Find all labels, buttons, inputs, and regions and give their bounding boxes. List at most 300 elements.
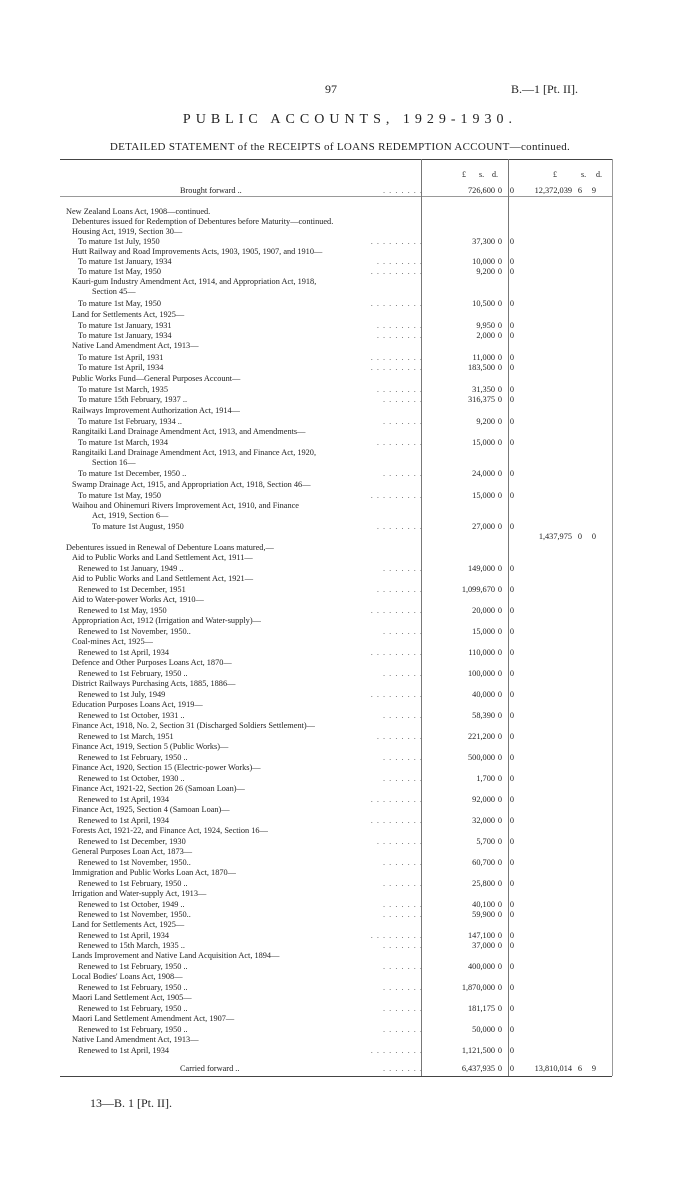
row-label: Renewed to 1st April, 1934 bbox=[78, 1046, 170, 1055]
row-label: Renewed to 1st April, 1934 bbox=[78, 931, 170, 940]
row-label: Irrigation and Water-supply Act, 1913— bbox=[72, 889, 207, 898]
row-label: Land for Settlements Act, 1925— bbox=[72, 920, 185, 929]
amount-shillings: 0 bbox=[497, 385, 503, 394]
leader-dots: . . . . . . . . bbox=[376, 385, 423, 394]
amount-pence: 0 bbox=[509, 237, 515, 246]
amount-shillings: 0 bbox=[497, 1025, 503, 1034]
amount-pounds: 221,200 bbox=[468, 732, 495, 741]
amount-shillings: 0 bbox=[497, 321, 503, 330]
amount-shillings: 0 bbox=[497, 837, 503, 846]
amount-pounds: 32,000 bbox=[472, 816, 495, 825]
amount-pence: 0 bbox=[509, 491, 515, 500]
col2-pence-header: d. bbox=[596, 170, 602, 179]
amount-shillings: 0 bbox=[497, 353, 503, 362]
row-label: To mature 1st January, 1934 bbox=[78, 331, 172, 340]
row-label: To mature 1st April, 1934 bbox=[78, 363, 164, 372]
amount-pounds: 1,870,000 bbox=[461, 983, 495, 992]
total-pounds: 12,372,039 bbox=[534, 186, 572, 195]
amount-pence: 0 bbox=[509, 837, 515, 846]
amount-pounds: 1,700 bbox=[476, 774, 495, 783]
leader-dots: . . . . . . . . bbox=[376, 321, 423, 330]
amount-pence: 0 bbox=[509, 900, 515, 909]
table-row bbox=[60, 286, 600, 297]
leader-dots: . . . . . . . . . bbox=[370, 606, 423, 615]
leader-dots: . . . . . . . . . bbox=[370, 648, 423, 657]
amount-pence: 0 bbox=[509, 795, 515, 804]
amount-pounds: 37,000 bbox=[472, 941, 495, 950]
row-label: Forests Act, 1921-22, and Finance Act, 1924, Section 16— bbox=[72, 826, 268, 835]
leader-dots: . . . . . . . bbox=[383, 417, 423, 426]
row-label: Renewed to 1st January, 1949 .. bbox=[78, 564, 184, 573]
row-label: To mature 1st July, 1950 bbox=[78, 237, 160, 246]
leader-dots: . . . . . . . . . bbox=[370, 299, 423, 308]
leader-dots: . . . . . . . . bbox=[376, 522, 423, 531]
leader-dots: . . . . . . . bbox=[383, 1064, 423, 1073]
amount-pounds: 37,300 bbox=[472, 237, 495, 246]
table-header-rule bbox=[60, 196, 612, 197]
amount-shillings: 0 bbox=[497, 648, 503, 657]
amount-shillings: 0 bbox=[497, 941, 503, 950]
leader-dots: . . . . . . . . bbox=[376, 837, 423, 846]
row-label: Appropriation Act, 1912 (Irrigation and Water-supply)— bbox=[72, 616, 261, 625]
table-top-rule bbox=[60, 159, 612, 160]
row-label: Finance Act, 1921-22, Section 26 (Samoan Loan)— bbox=[72, 784, 245, 793]
row-label: Renewed to 1st February, 1950 .. bbox=[78, 753, 188, 762]
amount-pounds: 6,437,935 bbox=[461, 1064, 495, 1073]
document-reference: B.—1 [Pt. II]. bbox=[511, 82, 578, 96]
row-label: Public Works Fund—General Purposes Account— bbox=[72, 374, 241, 383]
page-number: 97 bbox=[325, 82, 337, 96]
row-label: Finance Act, 1919, Section 5 (Public Works)— bbox=[72, 742, 229, 751]
row-label: Coal-mines Act, 1925— bbox=[72, 637, 153, 646]
table-row bbox=[60, 531, 600, 542]
row-label: Renewed to 1st December, 1951 bbox=[78, 585, 186, 594]
amount-pounds: 92,000 bbox=[472, 795, 495, 804]
row-label: Finance Act, 1920, Section 15 (Electric-power Works)— bbox=[72, 763, 261, 772]
amount-pounds: 58,390 bbox=[472, 711, 495, 720]
leader-dots: . . . . . . . . . bbox=[370, 1046, 423, 1055]
total-shillings: 6 bbox=[577, 186, 583, 195]
amount-pence: 0 bbox=[509, 983, 515, 992]
row-label: To mature 1st August, 1950 bbox=[92, 522, 184, 531]
amount-pence: 0 bbox=[509, 606, 515, 615]
amount-pence: 0 bbox=[509, 753, 515, 762]
amount-shillings: 0 bbox=[497, 564, 503, 573]
col1-pence-header: d. bbox=[492, 170, 498, 179]
table-row bbox=[60, 699, 600, 710]
amount-pence: 0 bbox=[509, 321, 515, 330]
amount-pounds: 400,000 bbox=[468, 962, 495, 971]
total-pence: 0 bbox=[591, 532, 597, 541]
row-label: To mature 1st January, 1934 bbox=[78, 257, 172, 266]
table-row bbox=[60, 992, 600, 1003]
amount-pence: 0 bbox=[509, 1025, 515, 1034]
table-row bbox=[60, 846, 600, 857]
amount-pounds: 147,100 bbox=[468, 931, 495, 940]
table-row bbox=[60, 479, 600, 490]
leader-dots: . . . . . . . bbox=[383, 879, 423, 888]
statement-subtitle: DETAILED STATEMENT of the RECEIPTS of LOANS REDEMPTION ACCOUNT—continued. bbox=[109, 141, 571, 153]
row-label: Kauri-gum Industry Amendment Act, 1914, and Appropriation Act, 1918, bbox=[72, 277, 317, 286]
row-label: To mature 1st April, 1931 bbox=[78, 353, 164, 362]
row-label: To mature 1st February, 1934 .. bbox=[78, 417, 182, 426]
amount-shillings: 0 bbox=[497, 627, 503, 636]
col2-shillings-header: s. bbox=[581, 170, 587, 179]
row-label: Maori Land Settlement Amendment Act, 1907— bbox=[72, 1014, 235, 1023]
row-label: Renewed to 1st November, 1950.. bbox=[78, 910, 191, 919]
leader-dots: . . . . . . . . . bbox=[370, 816, 423, 825]
amount-pounds: 1,121,500 bbox=[461, 1046, 495, 1055]
amount-pounds: 27,000 bbox=[472, 522, 495, 531]
table-row bbox=[60, 741, 600, 752]
amount-pounds: 316,375 bbox=[468, 395, 495, 404]
row-label: District Railways Purchasing Acts, 1885, 1886— bbox=[72, 679, 236, 688]
row-label: Renewed to 1st February, 1950 .. bbox=[78, 669, 188, 678]
amount-pence: 0 bbox=[509, 858, 515, 867]
amount-pounds: 2,000 bbox=[476, 331, 495, 340]
leader-dots: . . . . . . . bbox=[383, 774, 423, 783]
amount-pence: 0 bbox=[509, 469, 515, 478]
amount-pounds: 149,000 bbox=[468, 564, 495, 573]
leader-dots: . . . . . . . bbox=[383, 469, 423, 478]
amount-pounds: 40,100 bbox=[472, 900, 495, 909]
leader-dots: . . . . . . . . bbox=[376, 585, 423, 594]
leader-dots: . . . . . . . . bbox=[376, 732, 423, 741]
row-label: Maori Land Settlement Act, 1905— bbox=[72, 993, 192, 1002]
amount-shillings: 0 bbox=[497, 669, 503, 678]
row-label: To mature 1st March, 1935 bbox=[78, 385, 168, 394]
table-row bbox=[60, 678, 600, 689]
row-label: Renewed to 1st February, 1950 .. bbox=[78, 879, 188, 888]
amount-shillings: 0 bbox=[497, 816, 503, 825]
leader-dots: . . . . . . . bbox=[383, 1004, 423, 1013]
table-row bbox=[60, 720, 600, 731]
amount-shillings: 0 bbox=[497, 900, 503, 909]
table-row bbox=[60, 950, 600, 961]
amount-pence: 0 bbox=[509, 732, 515, 741]
row-label: Swamp Drainage Act, 1915, and Appropriation Act, 1918, Section 46— bbox=[72, 480, 311, 489]
total-pounds: 13,810,014 bbox=[534, 1064, 572, 1073]
amount-pence: 0 bbox=[509, 522, 515, 531]
amount-pounds: 11,000 bbox=[472, 353, 495, 362]
amount-pounds: 15,000 bbox=[472, 491, 495, 500]
amount-pounds: 10,500 bbox=[472, 299, 495, 308]
total-pence: 9 bbox=[591, 186, 597, 195]
amount-pounds: 24,000 bbox=[472, 469, 495, 478]
leader-dots: . . . . . . . bbox=[383, 627, 423, 636]
amount-shillings: 0 bbox=[497, 1064, 503, 1073]
amount-pence: 0 bbox=[509, 186, 515, 195]
amount-pence: 0 bbox=[509, 931, 515, 940]
table-row bbox=[60, 1034, 600, 1045]
amount-shillings: 0 bbox=[497, 931, 503, 940]
amount-pence: 0 bbox=[509, 363, 515, 372]
amount-shillings: 0 bbox=[497, 962, 503, 971]
amount-shillings: 0 bbox=[497, 469, 503, 478]
leader-dots: . . . . . . . bbox=[383, 1025, 423, 1034]
amount-pounds: 20,000 bbox=[472, 606, 495, 615]
table-row bbox=[60, 552, 600, 563]
amount-pounds: 110,000 bbox=[468, 648, 495, 657]
amount-pence: 0 bbox=[509, 299, 515, 308]
leader-dots: . . . . . . . . bbox=[376, 257, 423, 266]
amount-pounds: 60,700 bbox=[472, 858, 495, 867]
row-label: Renewed to 1st July, 1949 bbox=[78, 690, 166, 699]
amount-shillings: 0 bbox=[497, 606, 503, 615]
table-row bbox=[60, 457, 600, 468]
amount-pence: 0 bbox=[509, 690, 515, 699]
amount-shillings: 0 bbox=[497, 438, 503, 447]
table-row bbox=[60, 510, 600, 521]
row-label: Lands Improvement and Native Land Acquisition Act, 1894— bbox=[72, 951, 280, 960]
page-title: PUBLIC ACCOUNTS, 1929-1930. bbox=[182, 112, 518, 127]
leader-dots: . . . . . . . bbox=[383, 983, 423, 992]
amount-shillings: 0 bbox=[497, 257, 503, 266]
row-label: Finance Act, 1918, No. 2, Section 31 (Discharged Soldiers Settlement)— bbox=[72, 721, 315, 730]
amount-shillings: 0 bbox=[497, 774, 503, 783]
row-label: Renewed to 1st October, 1930 .. bbox=[78, 774, 185, 783]
amount-pence: 0 bbox=[509, 962, 515, 971]
amount-pounds: 50,000 bbox=[472, 1025, 495, 1034]
row-label: Debentures issued in Renewal of Debenture Loans matured,— bbox=[66, 543, 274, 552]
leader-dots: . . . . . . . . . bbox=[370, 353, 423, 362]
total-shillings: 0 bbox=[577, 532, 583, 541]
amount-shillings: 0 bbox=[497, 186, 503, 195]
amount-pounds: 59,900 bbox=[472, 910, 495, 919]
leader-dots: . . . . . . . . . bbox=[370, 491, 423, 500]
table-row bbox=[60, 373, 600, 384]
amount-shillings: 0 bbox=[497, 711, 503, 720]
amount-pence: 0 bbox=[509, 711, 515, 720]
amount-pence: 0 bbox=[509, 879, 515, 888]
table-row bbox=[60, 468, 600, 479]
amount-shillings: 0 bbox=[497, 910, 503, 919]
total-pounds: 1,437,975 bbox=[538, 532, 572, 541]
leader-dots: . . . . . . . bbox=[383, 753, 423, 762]
amount-shillings: 0 bbox=[497, 585, 503, 594]
row-label: To mature 1st March, 1934 bbox=[78, 438, 168, 447]
row-label: Brought forward .. bbox=[180, 186, 242, 195]
table-row bbox=[60, 1013, 600, 1024]
row-label: To mature 1st May, 1950 bbox=[78, 299, 161, 308]
row-label: Rangitaiki Land Drainage Amendment Act, 1913, and Finance Act, 1920, bbox=[72, 448, 317, 457]
row-label: Debentures issued for Redemption of Debentures before Maturity—continued. bbox=[72, 217, 334, 226]
amount-shillings: 0 bbox=[497, 363, 503, 372]
table-row bbox=[60, 762, 600, 773]
row-label: Renewed to 15th March, 1935 .. bbox=[78, 941, 185, 950]
amount-shillings: 0 bbox=[497, 267, 503, 276]
row-label: Renewed to 1st February, 1950 .. bbox=[78, 983, 188, 992]
amount-shillings: 0 bbox=[497, 1004, 503, 1013]
amount-pounds: 25,800 bbox=[472, 879, 495, 888]
amount-pounds: 15,000 bbox=[472, 627, 495, 636]
amount-shillings: 0 bbox=[497, 237, 503, 246]
row-label: Renewed to 1st May, 1950 bbox=[78, 606, 167, 615]
table-row bbox=[60, 971, 600, 982]
amount-pounds: 15,000 bbox=[472, 438, 495, 447]
amount-pounds: 181,175 bbox=[468, 1004, 495, 1013]
amount-pounds: 500,000 bbox=[468, 753, 495, 762]
table-row bbox=[60, 405, 600, 416]
amount-pence: 0 bbox=[509, 438, 515, 447]
table-row bbox=[60, 783, 600, 794]
row-label: Native Land Amendment Act, 1913— bbox=[72, 341, 199, 350]
amount-shillings: 0 bbox=[497, 331, 503, 340]
amount-pence: 0 bbox=[509, 910, 515, 919]
leader-dots: . . . . . . . . . bbox=[370, 931, 423, 940]
table-right-border bbox=[612, 159, 613, 1076]
row-label: Defence and Other Purposes Loans Act, 1870— bbox=[72, 658, 232, 667]
amount-pounds: 31,350 bbox=[472, 385, 495, 394]
leader-dots: . . . . . . . bbox=[383, 941, 423, 950]
table-row bbox=[60, 394, 600, 405]
table-row bbox=[60, 426, 600, 437]
row-label: To mature 1st December, 1950 .. bbox=[78, 469, 187, 478]
table-row bbox=[60, 919, 600, 930]
leader-dots: . . . . . . . bbox=[383, 910, 423, 919]
row-label: General Purposes Loan Act, 1873— bbox=[72, 847, 193, 856]
table-row bbox=[60, 615, 600, 626]
row-label: Renewed to 1st November, 1950.. bbox=[78, 627, 191, 636]
row-label: Land for Settlements Act, 1925— bbox=[72, 310, 185, 319]
row-label: To mature 1st May, 1950 bbox=[78, 267, 161, 276]
table-row bbox=[60, 340, 600, 351]
leader-dots: . . . . . . . bbox=[383, 564, 423, 573]
amount-pounds: 9,200 bbox=[476, 417, 495, 426]
table-row bbox=[60, 594, 600, 605]
row-label: Section 16— bbox=[92, 458, 136, 467]
amount-pence: 0 bbox=[509, 353, 515, 362]
leader-dots: . . . . . . . . . bbox=[370, 690, 423, 699]
amount-pence: 0 bbox=[509, 257, 515, 266]
row-label: Aid to Public Works and Land Settlement Act, 1921— bbox=[72, 574, 253, 583]
leader-dots: . . . . . . . . . bbox=[370, 363, 423, 372]
amount-pence: 0 bbox=[509, 1064, 515, 1073]
leader-dots: . . . . . . . bbox=[383, 186, 423, 195]
table-row bbox=[60, 825, 600, 836]
leader-dots: . . . . . . . bbox=[383, 395, 423, 404]
amount-pounds: 183,500 bbox=[468, 363, 495, 372]
table-row bbox=[60, 362, 600, 373]
leader-dots: . . . . . . . bbox=[383, 962, 423, 971]
amount-pence: 0 bbox=[509, 331, 515, 340]
table-row bbox=[60, 657, 600, 668]
row-label: Carried forward .. bbox=[180, 1064, 240, 1073]
row-label: Renewed to 1st April, 1934 bbox=[78, 816, 170, 825]
row-label: Immigration and Public Works Loan Act, 1870— bbox=[72, 868, 236, 877]
row-label: Renewed to 1st February, 1950 .. bbox=[78, 1004, 188, 1013]
amount-pounds: 10,000 bbox=[472, 257, 495, 266]
row-label: Housing Act, 1919, Section 30— bbox=[72, 227, 183, 236]
table-row bbox=[60, 298, 600, 309]
row-label: Education Purposes Loans Act, 1919— bbox=[72, 700, 203, 709]
amount-shillings: 0 bbox=[497, 879, 503, 888]
amount-shillings: 0 bbox=[497, 522, 503, 531]
leader-dots: . . . . . . . . bbox=[376, 331, 423, 340]
row-label: Renewed to 1st March, 1951 bbox=[78, 732, 174, 741]
amount-pounds: 9,950 bbox=[476, 321, 495, 330]
amount-shillings: 0 bbox=[497, 858, 503, 867]
row-label: Aid to Water-power Works Act, 1910— bbox=[72, 595, 204, 604]
col1-shillings-header: s. bbox=[479, 170, 485, 179]
amount-pence: 0 bbox=[509, 774, 515, 783]
leader-dots: . . . . . . . bbox=[383, 669, 423, 678]
row-label: Renewed to 1st April, 1934 bbox=[78, 795, 170, 804]
row-label: Renewed to 1st October, 1931 .. bbox=[78, 711, 185, 720]
row-label: Renewed to 1st April, 1934 bbox=[78, 648, 170, 657]
amount-pence: 0 bbox=[509, 941, 515, 950]
row-label: New Zealand Loans Act, 1908—continued. bbox=[66, 207, 211, 216]
table-row bbox=[60, 1045, 600, 1056]
col1-pounds-header: £ bbox=[462, 170, 466, 179]
row-label: Renewed to 1st February, 1950 .. bbox=[78, 1025, 188, 1034]
amount-pence: 0 bbox=[509, 1046, 515, 1055]
amount-pence: 0 bbox=[509, 669, 515, 678]
amount-shillings: 0 bbox=[497, 417, 503, 426]
row-label: To mature 1st May, 1950 bbox=[78, 491, 161, 500]
amount-shillings: 0 bbox=[497, 795, 503, 804]
amount-pounds: 100,000 bbox=[468, 669, 495, 678]
table-row bbox=[60, 573, 600, 584]
table-row bbox=[60, 888, 600, 899]
total-shillings: 6 bbox=[577, 1064, 583, 1073]
table-row bbox=[60, 804, 600, 815]
row-label: Renewed to 1st October, 1949 .. bbox=[78, 900, 185, 909]
amount-pence: 0 bbox=[509, 395, 515, 404]
amount-pence: 0 bbox=[509, 1004, 515, 1013]
amount-shillings: 0 bbox=[497, 1046, 503, 1055]
row-label: Renewed to 1st December, 1930 bbox=[78, 837, 186, 846]
amount-pence: 0 bbox=[509, 564, 515, 573]
leader-dots: . . . . . . . . . bbox=[370, 237, 423, 246]
amount-shillings: 0 bbox=[497, 299, 503, 308]
amount-pence: 0 bbox=[509, 267, 515, 276]
amount-shillings: 0 bbox=[497, 732, 503, 741]
leader-dots: . . . . . . . . . bbox=[370, 267, 423, 276]
amount-pence: 0 bbox=[509, 417, 515, 426]
row-label: Rangitaiki Land Drainage Amendment Act, 1913, and Amendments— bbox=[72, 427, 306, 436]
footer-reference: 13—B. 1 [Pt. II]. bbox=[90, 1096, 172, 1110]
amount-shillings: 0 bbox=[497, 753, 503, 762]
table-row bbox=[60, 309, 600, 320]
amount-pence: 0 bbox=[509, 627, 515, 636]
row-label: Aid to Public Works and Land Settlement Act, 1911— bbox=[72, 553, 253, 562]
amount-pence: 0 bbox=[509, 816, 515, 825]
table-row bbox=[60, 1063, 600, 1074]
table-row bbox=[60, 185, 600, 196]
amount-shillings: 0 bbox=[497, 690, 503, 699]
leader-dots: . . . . . . . bbox=[383, 858, 423, 867]
row-label: To mature 1st January, 1931 bbox=[78, 321, 172, 330]
amount-pence: 0 bbox=[509, 585, 515, 594]
row-label: Finance Act, 1925, Section 4 (Samoan Loan)— bbox=[72, 805, 230, 814]
row-label: Waihou and Ohinemuri Rivers Improvement Act, 1910, and Finance bbox=[72, 501, 299, 510]
row-label: Renewed to 1st February, 1950 .. bbox=[78, 962, 188, 971]
table-bottom-rule bbox=[60, 1076, 612, 1077]
amount-pounds: 40,000 bbox=[472, 690, 495, 699]
row-label: Renewed to 1st November, 1950.. bbox=[78, 858, 191, 867]
table-row bbox=[60, 636, 600, 647]
total-pence: 9 bbox=[591, 1064, 597, 1073]
amount-pounds: 9,200 bbox=[476, 267, 495, 276]
amount-shillings: 0 bbox=[497, 395, 503, 404]
row-label: Native Land Amendment Act, 1913— bbox=[72, 1035, 199, 1044]
leader-dots: . . . . . . . bbox=[383, 711, 423, 720]
row-label: Section 45— bbox=[92, 287, 136, 296]
row-label: Act, 1919, Section 6— bbox=[92, 511, 169, 520]
table-row bbox=[60, 867, 600, 878]
col2-pounds-header: £ bbox=[553, 170, 557, 179]
